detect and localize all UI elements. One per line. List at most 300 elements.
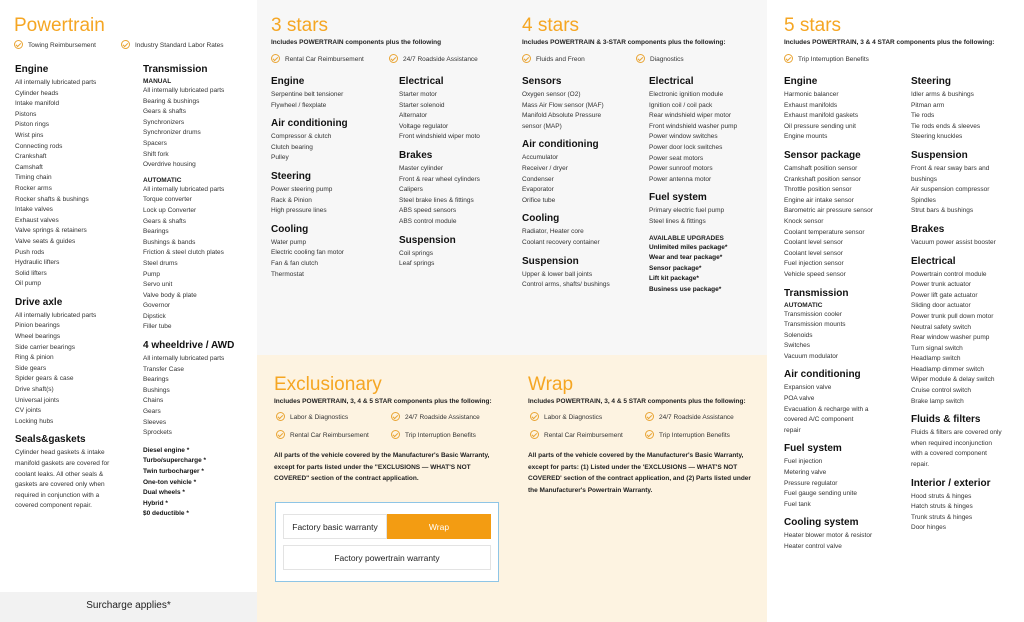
list-item: Synchronizers: [143, 118, 185, 126]
list-item: Tie rods: [911, 112, 935, 120]
list-item: Valve springs & retainers: [15, 227, 87, 235]
list-item: Push rods: [15, 248, 45, 256]
list-item: Wrist pins: [15, 131, 44, 139]
item-list: [649, 90, 737, 185]
list-item: Power steering pump: [271, 185, 333, 193]
list-item: Alternator: [399, 112, 428, 120]
list-item: Rear window washer pump: [911, 334, 990, 342]
list-item: Clutch bearing: [271, 143, 313, 151]
list-item: Solenoids: [784, 331, 813, 339]
benefit: 24/7 Roadside Assistance: [645, 413, 734, 422]
list-item: Fuel tank: [784, 500, 811, 508]
list-item: Crankshaft: [15, 153, 47, 161]
benefit: Diagnostics: [636, 55, 684, 64]
list-item: Coil springs: [399, 249, 433, 257]
list-item: Coolant recovery container: [522, 238, 600, 246]
list-item: Throttle position sensor: [784, 186, 852, 194]
list-item: Turn signal switch: [911, 344, 963, 352]
list-item: Headlamp dimmer switch: [911, 365, 984, 373]
list-item: Lock up Converter: [143, 206, 197, 214]
list-item: with a covered component: [911, 450, 987, 458]
section-title: Air conditioning: [271, 118, 348, 130]
section-transmission: [143, 64, 234, 333]
list-item: All internally lubricated parts: [143, 87, 225, 94]
section-title: Engine: [271, 76, 305, 87]
list-item: $0 deductible *: [143, 510, 189, 518]
list-item: Fluids & filters are covered only: [911, 429, 1002, 437]
section-electrical: [649, 76, 737, 185]
section-engine: [271, 76, 348, 111]
list-item: Oil pressure sending unit: [784, 122, 856, 130]
list-item: Neutral safety switch: [911, 323, 971, 331]
item-list: [271, 90, 348, 111]
item-list: [522, 270, 610, 291]
section-title: Brakes: [399, 149, 433, 161]
section-title: Sensor package: [784, 149, 861, 161]
list-item: Wear and tear package*: [649, 254, 723, 262]
list-item: Evacuation & recharge with a: [784, 405, 869, 413]
section-title: Electrical: [649, 76, 694, 87]
list-item: Lift kit package*: [649, 275, 699, 283]
list-item: Bearings: [143, 376, 169, 384]
section-suspension: [399, 235, 480, 270]
list-item: Condenser: [522, 175, 554, 183]
list-item: Switches: [784, 342, 811, 350]
check-icon: [14, 40, 23, 49]
powertrain-title: Powertrain: [14, 15, 105, 36]
list-item: bushings: [911, 175, 938, 183]
pt-col-left: [15, 64, 123, 519]
benefit: Towing Reimbursement: [14, 41, 96, 50]
list-item: Fuel gauge sending unite: [784, 490, 858, 498]
check-icon: [276, 412, 285, 421]
list-item: Front windshield washer pump: [649, 122, 738, 130]
list-item: Sensor package*: [649, 264, 702, 272]
list-item: Accumulator: [522, 154, 559, 162]
list-item: Locking hubs: [15, 417, 54, 425]
list-item: Front windshield wiper moto: [399, 133, 480, 141]
check-icon: [276, 430, 285, 439]
list-item: Torque converter: [143, 196, 192, 204]
list-item: Spider gears & case: [15, 375, 74, 383]
list-item: Starter solenoid: [399, 101, 445, 109]
list-item: Coolant level sensor: [784, 249, 843, 257]
list-item: Knock sensor: [784, 217, 824, 225]
list-item: Camshaft: [15, 163, 43, 171]
section-title: Fuel system: [649, 192, 707, 204]
item-list: [911, 90, 1002, 143]
list-item: All internally lubricated parts: [143, 185, 225, 193]
item-list: [784, 310, 873, 363]
section-title: Suspension: [399, 234, 456, 246]
section-electrical: [911, 256, 1002, 408]
list-item: Power lift gate actuator: [911, 291, 978, 299]
item-list: [911, 238, 1002, 249]
benefit: Rental Car Reimbursement: [276, 431, 369, 440]
list-item: repair.: [911, 461, 930, 469]
list-item: Air suspension compressor: [911, 186, 990, 194]
list-item: Bearing & bushings: [143, 97, 200, 105]
benefit: Rental Car Reimbursement: [271, 55, 364, 64]
section-drive-axle: [15, 297, 123, 428]
list-item: Trunk struts & hinges: [911, 513, 973, 521]
list-item: Solid lifters: [15, 269, 47, 277]
section-seals: [15, 434, 123, 512]
list-item: Pump: [143, 270, 160, 278]
list-item: Spacers: [143, 139, 167, 147]
item-list: [911, 492, 1002, 534]
exclusionary-text: All parts of the vehicle covered by the Manufacturer's Basic Warranty, except for parts listed under the "EXCLUSIONS — WHAT'S NOT COVERED" section of the contract application.: [274, 452, 490, 482]
check-icon: [530, 412, 539, 421]
item-list: [15, 311, 123, 428]
section-title: Air conditioning: [522, 139, 599, 151]
list-item: Cruise control switch: [911, 387, 971, 395]
list-item: Diesel engine *: [143, 446, 190, 454]
check-icon: [645, 430, 654, 439]
list-item: Hood struts & hinges: [911, 492, 972, 500]
check-icon: [636, 54, 645, 63]
list-item: ABS control module: [399, 217, 457, 225]
includes-text: Includes POWERTRAIN, 3, 4 & 5 STAR components plus the following:: [528, 398, 746, 405]
list-item: Voltage regulator: [399, 122, 449, 130]
list-item: Intake manifold: [15, 100, 60, 108]
check-icon: [784, 54, 793, 63]
list-item: Idler arms & bushings: [911, 91, 974, 98]
section-cooling: [522, 213, 610, 248]
benefit: Trip Interruption Benefits: [645, 431, 730, 440]
section-title: Fluids & filters: [911, 414, 981, 426]
list-item: Water pump: [271, 238, 307, 246]
benefit: 24/7 Roadside Assistance: [389, 55, 478, 64]
list-item: Pulley: [271, 154, 289, 162]
item-list: [143, 185, 234, 333]
includes-text: Includes POWERTRAIN components plus the following: [271, 39, 442, 46]
check-icon: [645, 412, 654, 421]
section-awd: [143, 340, 234, 439]
item-list: [784, 90, 873, 143]
list-item: Side gears: [15, 364, 47, 372]
list-item: Rear windshield wiper motor: [649, 112, 732, 120]
list-item: Harmonic balancer: [784, 91, 839, 98]
section-title: Drive axle: [15, 296, 63, 308]
list-item: Ring & pinion: [15, 354, 54, 362]
item-list: [784, 383, 873, 436]
list-item: Exhaust manifolds: [784, 101, 838, 109]
list-item: All internally lubricated parts: [15, 311, 97, 319]
list-item: Gears & shafts: [143, 217, 186, 225]
list-item: Hatch struts & hinges: [911, 503, 973, 511]
includes-text: Includes POWERTRAIN, 3 & 4 STAR components plus the following:: [784, 39, 995, 46]
seals-text: Cylinder head gaskets & intake manifold gaskets are covered for coolant leaks. All other seals & gaskets are covered only when required in conjunction with a covered component repair.: [15, 449, 110, 510]
list-item: Piston rings: [15, 121, 49, 129]
list-item: Governor: [143, 302, 171, 310]
section-suspension: [911, 150, 1002, 217]
section-title: Electrical: [911, 255, 956, 267]
section-title: Transmission: [143, 64, 208, 75]
includes-text: Includes POWERTRAIN, 3, 4 & 5 STAR components plus the following:: [274, 398, 492, 405]
list-item: Oxygen sensor (O2): [522, 91, 581, 98]
wrap-button[interactable]: Wrap: [387, 514, 491, 539]
list-item: Hybrid *: [143, 499, 168, 507]
section-title: Cooling: [271, 223, 309, 235]
item-list: [15, 78, 123, 290]
sub-label: MANUAL: [143, 78, 172, 85]
benefit: Rental Car Reimbursement: [530, 431, 623, 440]
list-item: Turbo/supercharge *: [143, 457, 207, 465]
item-list: [271, 185, 348, 217]
benefit: Trip Interruption Benefits: [391, 431, 476, 440]
list-item: Manifold Absolute Pressure: [522, 112, 602, 120]
item-list: [399, 90, 480, 143]
section-title: Cooling system: [784, 517, 859, 529]
item-list: [143, 354, 234, 439]
list-item: Power seat motors: [649, 154, 704, 162]
list-item: Control arms, shafts/ bushings: [522, 281, 610, 289]
section-title: Transmission: [784, 287, 849, 299]
check-icon: [391, 412, 400, 421]
benefit: Industry Standard Labor Rates: [121, 41, 224, 50]
list-item: Rocker arms: [15, 184, 52, 192]
list-item: Transmission cooler: [784, 310, 842, 318]
section-fuel: [649, 192, 737, 227]
list-item: Oil pump: [15, 280, 42, 288]
section-title: Electrical: [399, 76, 444, 87]
list-item: Dual wheels *: [143, 489, 185, 497]
list-item: Master cylinder: [399, 164, 444, 172]
list-item: Brake lamp switch: [911, 397, 964, 405]
five-col-left: [784, 76, 873, 560]
list-item: POA valve: [784, 395, 815, 403]
section-fluids: [911, 414, 1002, 470]
three-col-left: [271, 76, 348, 287]
item-list: [911, 164, 1002, 217]
item-list: [911, 270, 1002, 408]
benefit: Labor & Diagnostics: [530, 413, 602, 422]
list-item: Flywheel / flexplate: [271, 101, 327, 109]
list-item: Valve seats & guides: [15, 237, 76, 245]
list-item: Leaf springs: [399, 260, 435, 268]
includes-text: Includes POWERTRAIN & 3-STAR components plus the following:: [522, 39, 726, 46]
four-stars-title: 4 stars: [522, 15, 580, 36]
list-item: Servo unit: [143, 281, 173, 289]
list-item: Barometric air pressure sensor: [784, 207, 873, 215]
list-item: Power trunk actuator: [911, 281, 971, 289]
three-stars-title: 3 stars: [271, 15, 329, 36]
list-item: Sleeves: [143, 418, 167, 426]
section-title: Interior / exterior: [911, 477, 991, 489]
list-item: Cylinder heads: [15, 89, 59, 97]
item-list: [784, 457, 873, 510]
section-title: Sensors: [522, 76, 562, 87]
section-interior: [911, 478, 1002, 534]
factory-powertrain-warranty-button[interactable]: Factory powertrain warranty: [283, 545, 491, 570]
list-item: when required inconjunction: [911, 439, 992, 447]
upgrades-title: AVAILABLE UPGRADES: [649, 234, 724, 242]
four-col-right: [649, 76, 737, 303]
list-item: Thermostat: [271, 270, 304, 278]
item-list: [911, 428, 1002, 470]
list-item: One-ton vehicle *: [143, 478, 197, 486]
list-item: Pitman arm: [911, 101, 945, 109]
list-item: Camshaft position sensor: [784, 164, 858, 172]
list-item: Universal joints: [15, 396, 60, 404]
section-ac: [784, 369, 873, 436]
section-sensors: [522, 76, 610, 132]
section-title: Suspension: [911, 149, 968, 161]
list-item: Pressure regulator: [784, 479, 838, 487]
list-item: Hydraulic lifters: [15, 259, 60, 267]
wrap-text: All parts of the vehicle covered by the Manufacturer's Basic Warranty, except for parts: (1) Listed under the 'EXCLUSIONS — WHAT'S NOT COVERED' section of the contract application, and (2) Parts listed under the Manufacturer's Powertrain Warranty.: [528, 452, 751, 494]
section-engine: [784, 76, 873, 143]
section-ac: [522, 139, 610, 206]
list-item: Sliding door actuator: [911, 302, 971, 310]
list-item: Twin turbocharger *: [143, 468, 204, 475]
list-item: Front & rear wheel cylinders: [399, 175, 480, 183]
list-item: Pinion bearings: [15, 322, 60, 330]
section-title: Cooling: [522, 213, 560, 225]
list-item: Coolant temperature sensor: [784, 228, 865, 236]
item-list: [522, 153, 610, 206]
list-item: Steel drums: [143, 259, 178, 267]
list-item: Unlimited miles package*: [649, 243, 728, 251]
item-list: [399, 249, 480, 270]
list-item: Rocker shafts & bushings: [15, 195, 89, 203]
list-item: Filler tube: [143, 323, 172, 331]
list-item: Vacuum power assist booster: [911, 238, 996, 246]
list-item: Sprockets: [143, 429, 172, 437]
surcharge-note: Surcharge applies*: [0, 592, 257, 622]
section-sensor-package: [784, 150, 873, 281]
item-list: [522, 90, 610, 132]
sub-label: AUTOMATIC: [784, 301, 823, 309]
list-item: Engine air intake sensor: [784, 196, 854, 204]
section-title: Fuel system: [784, 443, 842, 455]
list-item: Business use package*: [649, 285, 722, 293]
list-item: Steel lines & fittings: [649, 217, 706, 225]
list-item: Power antenna motor: [649, 175, 712, 183]
list-item: Wheel bearings: [15, 333, 61, 341]
three-col-right: [399, 76, 480, 277]
section-engine: [15, 64, 123, 290]
list-item: Fan & fan clutch: [271, 259, 318, 267]
exclusionary-title: Exclusionary: [274, 374, 382, 395]
list-item: Gears: [143, 408, 161, 416]
section-steering: [271, 171, 348, 217]
list-item: Orifice tube: [522, 196, 556, 204]
list-item: High pressure lines: [271, 207, 327, 215]
list-item: Primary electric fuel pump: [649, 207, 725, 215]
list-item: Shift fork: [143, 150, 169, 158]
list-item: All internally lubricated parts: [15, 79, 97, 86]
section-cooling: [271, 224, 348, 280]
list-item: Friction & steel clutch plates: [143, 249, 224, 257]
list-item: Chains: [143, 397, 164, 405]
list-item: Strut bars & bushings: [911, 207, 974, 215]
list-item: Dipstick: [143, 312, 166, 320]
list-item: Heater blower motor & resistor: [784, 532, 873, 540]
list-item: Tie rods ends & sleeves: [911, 122, 981, 130]
section-title: Suspension: [522, 255, 579, 267]
list-item: Vacuum modulator: [784, 352, 839, 360]
list-item: Drive shaft(s): [15, 386, 54, 394]
check-icon: [391, 430, 400, 439]
list-item: Bushings & bands: [143, 238, 196, 246]
list-item: Rack & Pinion: [271, 196, 312, 204]
list-item: Crankshaft position sensor: [784, 175, 861, 183]
list-item: Timing chain: [15, 174, 52, 182]
list-item: Electric cooling fan motor: [271, 249, 344, 257]
section-title: Engine: [784, 76, 818, 87]
list-item: Front & rear sway bars and: [911, 164, 990, 172]
list-item: Evaporator: [522, 186, 554, 194]
section-upgrades: [649, 235, 737, 296]
five-col-right: [911, 76, 1002, 541]
section-cooling: [784, 517, 873, 552]
check-icon: [530, 430, 539, 439]
list-item: Transmission mounts: [784, 321, 846, 329]
section-title: 4 wheeldrive / AWD: [143, 340, 235, 352]
list-item: Mass Air Flow sensor (MAF): [522, 101, 604, 109]
section-transmission: [784, 288, 873, 363]
four-col-left: [522, 76, 610, 298]
list-item: CV joints: [15, 407, 42, 415]
list-item: covered A/C component: [784, 416, 854, 424]
item-list: [399, 164, 480, 228]
list-item: Compressor & clutch: [271, 133, 332, 141]
list-item: Coolant level sensor: [784, 239, 843, 247]
section-suspension: [522, 256, 610, 291]
section-title: Steering: [911, 76, 952, 87]
list-item: Side carrier bearings: [15, 343, 75, 351]
check-icon: [271, 54, 280, 63]
list-item: Powertrain control module: [911, 270, 987, 278]
list-item: Ignition coil / coil pack: [649, 101, 713, 109]
list-item: Wiper module & delay switch: [911, 376, 995, 384]
list-item: Door hinges: [911, 524, 947, 532]
list-item: Steering knuckles: [911, 133, 963, 141]
list-item: repair: [784, 426, 801, 434]
section-title: Seals&gaskets: [15, 434, 86, 446]
list-item: Exhaust valves: [15, 216, 59, 224]
section-steering: [911, 76, 1002, 143]
list-item: Steel brake lines & fittings: [399, 196, 474, 204]
list-item: Overdrive housing: [143, 161, 196, 169]
list-item: Heater control valve: [784, 543, 842, 550]
list-item: Spindles: [911, 196, 936, 204]
check-icon: [522, 54, 531, 63]
benefit: 24/7 Roadside Assistance: [391, 413, 480, 422]
list-item: Vehicle speed sensor: [784, 270, 846, 278]
item-list: [271, 132, 348, 164]
section-electrical: [399, 76, 480, 143]
item-list: [784, 531, 873, 552]
item-list: [649, 206, 737, 227]
list-item: Power window switches: [649, 133, 718, 141]
factory-basic-warranty-button[interactable]: Factory basic warranty: [283, 514, 387, 539]
wrap-title: Wrap: [528, 374, 574, 395]
list-item: Valve body & plate: [143, 291, 197, 299]
item-list: [271, 238, 348, 280]
list-item: Bushings: [143, 386, 170, 394]
list-item: Upper & lower ball joints: [522, 270, 593, 278]
benefit: Fluids and Freon: [522, 55, 585, 64]
list-item: Receiver / dryer: [522, 164, 568, 172]
section-ac: [271, 118, 348, 164]
list-item: Transfer Case: [143, 365, 184, 373]
sub-label: AUTOMATIC: [143, 176, 182, 184]
list-item: Connecting rods: [15, 142, 63, 150]
list-item: Fuel injection sensor: [784, 260, 844, 268]
